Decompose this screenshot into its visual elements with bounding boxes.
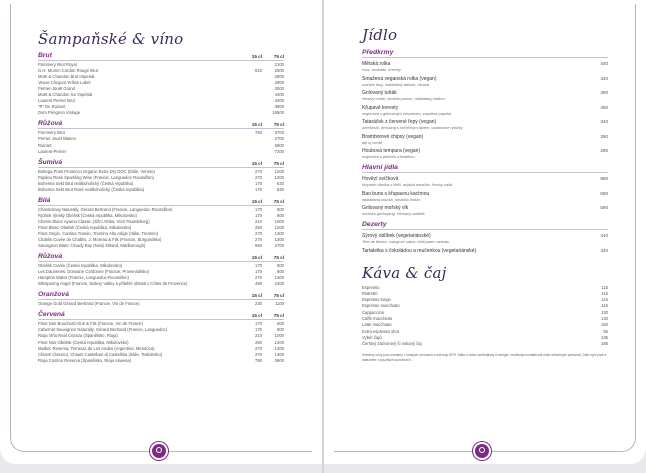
wine-row (38, 281, 284, 287)
column-header-glass: 15 cl (251, 255, 262, 261)
wine-name: Moët & Chandon Brut Imperial (38, 74, 95, 80)
glass-price: 270 (255, 345, 262, 351)
coffee-price: 130 (601, 315, 608, 321)
wine-section-title: Růžová (38, 120, 63, 128)
bottle-price: 3900 (274, 357, 284, 363)
wine-content (38, 30, 284, 364)
menu-item-text (362, 148, 584, 159)
column-header-bottle: 75 cl (273, 122, 284, 128)
wine-section-title: Růžová (38, 253, 63, 261)
menu-item-text (362, 119, 584, 130)
coffee-list (362, 285, 608, 348)
food-section (362, 221, 608, 254)
food-section-title: Dezerty (362, 221, 608, 230)
wine-name: Pinot Grigio, Cantina Tramin, Trentino Alto Adige (Itálie, Trentino) (38, 230, 159, 236)
wine-section-header (38, 291, 284, 300)
wine-row (38, 358, 284, 364)
menu-item-price: 440 (600, 61, 608, 66)
coffee-name: Espresso lungo (362, 297, 391, 303)
bottle-price: 1300 (274, 351, 284, 357)
menu-item-name: Houbová tempura (vegan) (362, 148, 421, 154)
bottle-price: 2100 (274, 62, 284, 67)
menu-item-name: Hovězí svíčková (362, 176, 399, 182)
menu-item-price: 890 (600, 176, 608, 181)
menu-item (362, 119, 608, 130)
bottle-price: 4400 (274, 98, 284, 104)
menu-item (362, 248, 608, 254)
wine-name: Ryzlink rýnský Obelisk (Česká republika, Mikulovsko) (38, 212, 137, 218)
wine-name: Bottega Poeti Prosecco Organic Extra Dry DOC (Itálie, Veneto) (38, 168, 155, 174)
column-header-glass: 15 cl (251, 160, 262, 166)
bottle-price: 5900 (274, 142, 284, 148)
wine-row (38, 243, 284, 249)
wine-sections (38, 52, 284, 364)
bottle-price: 800 (277, 263, 284, 269)
bottle-price: 1100 (274, 301, 284, 307)
glass-price: 170 (255, 212, 262, 218)
bottle-price: 800 (277, 327, 284, 333)
wine-name: Cabernet Sauvignon Naturally, Gérard Bertrand (Francie, Languedoc) (38, 327, 168, 333)
menu-item-description: omáčka gochujang, michaný salátek (362, 211, 425, 216)
wine-section (38, 159, 284, 193)
glass-price: 170 (255, 206, 262, 212)
menu-item (362, 61, 608, 72)
wine-name: Veuve Clicquot Yellow Label (38, 80, 91, 86)
glass-price: 170 (255, 269, 262, 275)
wine-name: Whispering Angel (Francie, Sidiery Valley a přilehlé oblasti v Côtes de Provence) (38, 281, 188, 287)
wine-section (38, 52, 284, 116)
glass-price: 170 (255, 186, 262, 192)
wine-name: Chardonnay Naturally, Gérard Bertrand (Francie, Languedoc-Roussillon) (38, 206, 173, 212)
glass-price: 230 (255, 301, 262, 307)
column-header-bottle: 75 cl (273, 293, 284, 299)
glass-price: 170 (255, 263, 262, 269)
bottle-price: 1000 (274, 333, 284, 339)
coffee-name: Espresso (362, 284, 380, 290)
menu-item-name: Grilovaný tuňák (362, 90, 397, 96)
bottle-price: 2500 (274, 68, 284, 74)
wine-name: G.H. Mumm Cordon Rouge Brut (38, 68, 98, 74)
glass-price (240, 149, 262, 155)
menu-item-name: Tataráček z červené řepy (vegan) (362, 119, 437, 125)
glass-price: 170 (255, 327, 262, 333)
wine-row (38, 301, 284, 307)
bottle-price: 2400 (274, 281, 284, 287)
right-page (324, 0, 646, 464)
menu-item (362, 90, 608, 101)
menu-item (362, 105, 608, 116)
wine-section-title: Bílá (38, 196, 51, 204)
wine-name: Perrier Jouët Blason (38, 136, 76, 142)
menu-item-description: dip uj verde (362, 139, 383, 145)
wine-name: Bohemia Sekt Brut neálkoholický (Česká republika) (38, 180, 134, 186)
glass-price (240, 110, 262, 116)
wine-name: Papilou Rosé Sparkling Wine (Francie, Languedoc-Roussillon) (38, 174, 154, 180)
wine-name: Laurent-Perrier (38, 148, 67, 154)
coffee-price: 115 (601, 284, 608, 290)
glass-price: 270 (255, 174, 262, 180)
coffee-title: Káva & čaj (362, 263, 447, 282)
glass-price: 270 (255, 237, 262, 243)
menu-item-price: 590 (600, 205, 608, 210)
glass-price: 250 (255, 224, 262, 230)
wine-title: Šampaňské & víno (38, 30, 184, 48)
wine-section-title: Šumivá (38, 158, 63, 166)
menu-item-name: Křupavé krevety (362, 104, 399, 111)
wine-name: Pinot Noir Obelisk (Česká republika, Mikulovsko) (38, 339, 129, 345)
menu-item (362, 205, 608, 216)
menu-item-price: 340 (600, 233, 608, 238)
bottle-price: 1300 (274, 237, 284, 243)
bottle-price: 4400 (274, 92, 284, 98)
coffee-name: Caffe macchiato (362, 315, 393, 321)
wine-section (38, 291, 284, 307)
column-header-bottle: 75 cl (273, 255, 284, 261)
menu-item-price: 590 (600, 190, 608, 196)
menu-item-description: mořské řasy, nakládaný daikon, okurka (362, 81, 430, 87)
food-section-title: Předkrmy (362, 49, 608, 58)
menu-item-text (362, 191, 584, 202)
bottle-price: 2800 (274, 74, 284, 80)
glass-price: 510 (255, 68, 262, 74)
menu-item-price: 290 (600, 133, 608, 139)
wine-name: Laurent Perrier Brut (38, 98, 75, 104)
glass-price: 750 (255, 130, 262, 136)
menu-item-text (362, 233, 584, 244)
menu-item (362, 148, 608, 159)
bottle-price: 820 (277, 180, 284, 186)
menu-item-text (362, 90, 584, 101)
wine-section-header (38, 120, 284, 129)
coffee-price: 150 (601, 322, 608, 328)
food-section (362, 164, 608, 216)
menu-item-name: Bramborové chipsy (vegan) (362, 133, 424, 140)
wine-name: Moët & Chandon Ice Impérial (38, 92, 93, 98)
glass-price: 270 (255, 168, 262, 174)
menu-item-name: Grilovaný mořský vlk (362, 205, 409, 211)
coffee-price: 115 (601, 297, 608, 303)
coffee-price: 130 (601, 309, 608, 315)
menu-item-price: 390 (600, 104, 608, 110)
menu-item-text (362, 105, 584, 116)
wine-name: Chianti Classico, Chianti Castellare di Castellina (Itálie, Toskánsko) (38, 351, 163, 357)
wine-section (38, 197, 284, 249)
coffee-row (362, 341, 608, 347)
bottle-price: 800 (277, 206, 284, 212)
coffee-price: 115 (601, 303, 608, 309)
column-header-bottle: 75 cl (273, 54, 284, 59)
menu-item-text (362, 61, 584, 72)
wine-name: Orange Gold Gérard Bertrand (Francie, Vin de France) (38, 301, 140, 307)
bottle-price: 1200 (274, 168, 284, 174)
wine-name: Les Dauneries, Domaine Cordonne (Francie, Provensálsko) (38, 269, 150, 275)
bottle-price: 1300 (274, 345, 284, 351)
bottle-price: 2700 (274, 136, 284, 142)
wine-section-title: Oranžová (38, 291, 69, 299)
bottle-price: 1200 (274, 339, 284, 345)
column-header-glass: 15 cl (251, 54, 262, 59)
brand-logo-icon (150, 442, 168, 460)
wine-name: Rioja Contino Reserva (Španělsko, Rioja Alavesa) (38, 357, 132, 363)
wine-name: Pommery Brut (38, 130, 65, 136)
menu-item (362, 76, 608, 87)
glass-price: 490 (255, 281, 262, 287)
menu-item-name: Tartaletka s čokoládou a mučenkou (vegetariánské) (362, 247, 477, 254)
wine-row (38, 110, 284, 116)
menu-item-description: umeboshi, dressing s hořčičným dipem, opalované rybízky (362, 125, 463, 130)
wine-section (38, 253, 284, 287)
bottle-price: 800 (277, 212, 284, 218)
column-header-bottle: 75 cl (273, 198, 284, 204)
wine-section-title: Červená (38, 311, 65, 319)
menu-item (362, 191, 608, 202)
wine-name: Sauvignon Blanc Cloudy Bay (Nový Zéland, Marlborough) (38, 243, 146, 249)
glass-price: 210 (255, 218, 262, 224)
wine-section-header (38, 253, 284, 262)
glass-price: 790 (255, 357, 262, 363)
column-header-glass: 15 cl (251, 293, 262, 299)
wine-row (38, 187, 284, 193)
wine-section-header (38, 197, 284, 206)
coffee-name: Vybér čajů (362, 334, 382, 340)
wine-name: Malbec Reserva, Terrazas de Los Andes (Argentina, Mendoza) (38, 345, 155, 351)
wine-section-header (38, 52, 284, 61)
wine-name: Pinot Blanc Obelisk (Česká republika, Mikulovsko) (38, 224, 132, 230)
glass-price: 210 (255, 333, 262, 339)
bottle-price: 7200 (274, 148, 284, 154)
coffee-price: 115 (601, 290, 608, 296)
wine-row (38, 149, 284, 155)
bottle-price: 3900 (274, 104, 284, 110)
menu-item-description: majonéza s grilovaným česnekem, zaužená paprika (362, 110, 452, 116)
coffee-price: 55 (603, 328, 608, 334)
menu-item-name: Sýrový oblíbek (vegetariánské) (362, 233, 431, 239)
glass-price: 170 (255, 321, 262, 327)
glass-price: 270 (255, 275, 262, 281)
food-section-title: Hlavní jídla (362, 164, 608, 173)
wine-section-title: Brut (38, 52, 52, 59)
bottle-price: 800 (277, 321, 284, 327)
menu-item (362, 134, 608, 145)
food-title: Jídlo (362, 26, 398, 44)
menu-item-price: 290 (600, 148, 608, 153)
bottle-price: 16500 (272, 110, 284, 116)
menu-item-description: Tete de Moine, mangové salsa, chilli pane carasau (362, 239, 450, 244)
wine-name: Pommery Brut Royal (38, 62, 77, 67)
wine-name: Bohemia Sekt Brut Rosé neálkoholický (Česká republika) (38, 186, 145, 192)
bottle-price: 1200 (274, 174, 284, 180)
bottle-price: 3700 (274, 130, 284, 136)
food-content (362, 26, 608, 362)
wine-name: Chenin Blanc Ayama Classic (Jižní Afrika, Voor Paardeberg) (38, 218, 150, 224)
wine-name: Rioja Viña Real Crianza (Španělsko, Rioja) (38, 333, 118, 339)
menu-item-description: nakládaná okurka, omáčka hoisin (362, 196, 420, 202)
coffee-price: 135 (601, 334, 608, 340)
wine-name: "R" De Ruinart (38, 104, 66, 110)
coffee-name: Latte macchiato (362, 322, 392, 328)
menu-item-description: ross, avokádo, krevety (362, 67, 401, 72)
menu-item-price: 340 (600, 247, 608, 253)
glass-price: 170 (255, 180, 262, 186)
bottle-price: 2900 (274, 80, 284, 86)
coffee-name: Espresso macchiato (362, 303, 400, 309)
footnote: Všechny ceny jsou uvedeny v českých korunách a zahrnují DPH. Máte-li dotaz pohledávky či alergie, neváhejte kontaktovat naše obsluhující personál. Dále nyní platí a naleznete v pouzitých surovinách. (362, 353, 607, 362)
menu-item-name: Smažená veganská rolka (vegan) (362, 75, 437, 82)
glass-price: 550 (255, 243, 262, 249)
column-header-bottle: 75 cl (273, 313, 284, 319)
glass-price: 250 (255, 339, 262, 345)
left-page (0, 0, 322, 464)
column-header-glass: 15 cl (251, 313, 262, 319)
bottle-price: 1300 (274, 275, 284, 281)
glass-price: 270 (255, 351, 262, 357)
menu-item-name: Bao buns s křupavou kachnou (362, 190, 430, 197)
menu-item-text (362, 176, 584, 187)
bottle-price: 800 (277, 269, 284, 275)
menu-item-text (362, 76, 584, 87)
coffee-name: Extra espresso shot (362, 328, 400, 334)
wine-name: Chablis Cuvée de Chablis, J. Moreau & Fils (Francie, Burgundsko) (38, 237, 162, 243)
coffee-price: 185 (601, 341, 608, 347)
bottle-price: 2700 (274, 243, 284, 249)
menu-item-description: majonéza s petrželí a limetkou (362, 154, 415, 159)
menu-item (362, 233, 608, 244)
menu-item-text (362, 134, 584, 145)
menu-item-description: křupavé cibulka s chilli, asijská omáčka, římský salát (362, 182, 453, 187)
bottle-price: 1200 (274, 224, 284, 230)
wine-name: Hampton Water (Francie, Languedoc-Roussillon) (38, 275, 129, 281)
column-header-glass: 15 cl (251, 122, 262, 128)
menu-item-text (362, 205, 584, 216)
coffee-name: Ristretto (362, 290, 378, 296)
wine-name: Perrier-Jouët Grand (38, 86, 76, 92)
menu-item (362, 176, 608, 187)
wine-section (38, 311, 284, 363)
menu-item-price: 340 (600, 119, 608, 124)
bottle-price: 1300 (274, 230, 284, 236)
menu-item-name: Mětská rolka (362, 61, 391, 67)
wine-name: Pinot Noir Bouchard Aîné & Fils (Francie, Vin de France) (38, 321, 143, 327)
coffee-name: Cappuccino (362, 309, 385, 315)
glass-price: 270 (255, 230, 262, 236)
wine-name: Ruinart (38, 142, 52, 148)
menu-item-text (362, 248, 584, 254)
menu-item-price: 340 (600, 75, 608, 81)
wine-name: Obelisk Cuvée (Česká republika, Mikulovsko) (38, 263, 123, 269)
menu-item-price: 390 (600, 90, 608, 95)
brand-logo-icon (473, 442, 491, 460)
coffee-name: Čerstvý zázvorový či mátový čaj (362, 341, 422, 347)
wine-section-header (38, 159, 284, 168)
bottle-price: 820 (277, 186, 284, 192)
bottle-price: 3000 (274, 86, 284, 92)
bottle-price: 1000 (274, 218, 284, 224)
wine-section (38, 120, 284, 154)
column-header-glass: 15 cl (251, 198, 262, 204)
food-section (362, 49, 608, 159)
column-header-bottle: 75 cl (273, 160, 284, 166)
wine-name: Dom Pérignon Vintage (38, 110, 81, 116)
wine-section-header (38, 311, 284, 320)
food-sections (362, 49, 608, 254)
menu-item-description: čerstvý tuňák, omáčka ponzu, nakládaný daikon (362, 96, 445, 101)
